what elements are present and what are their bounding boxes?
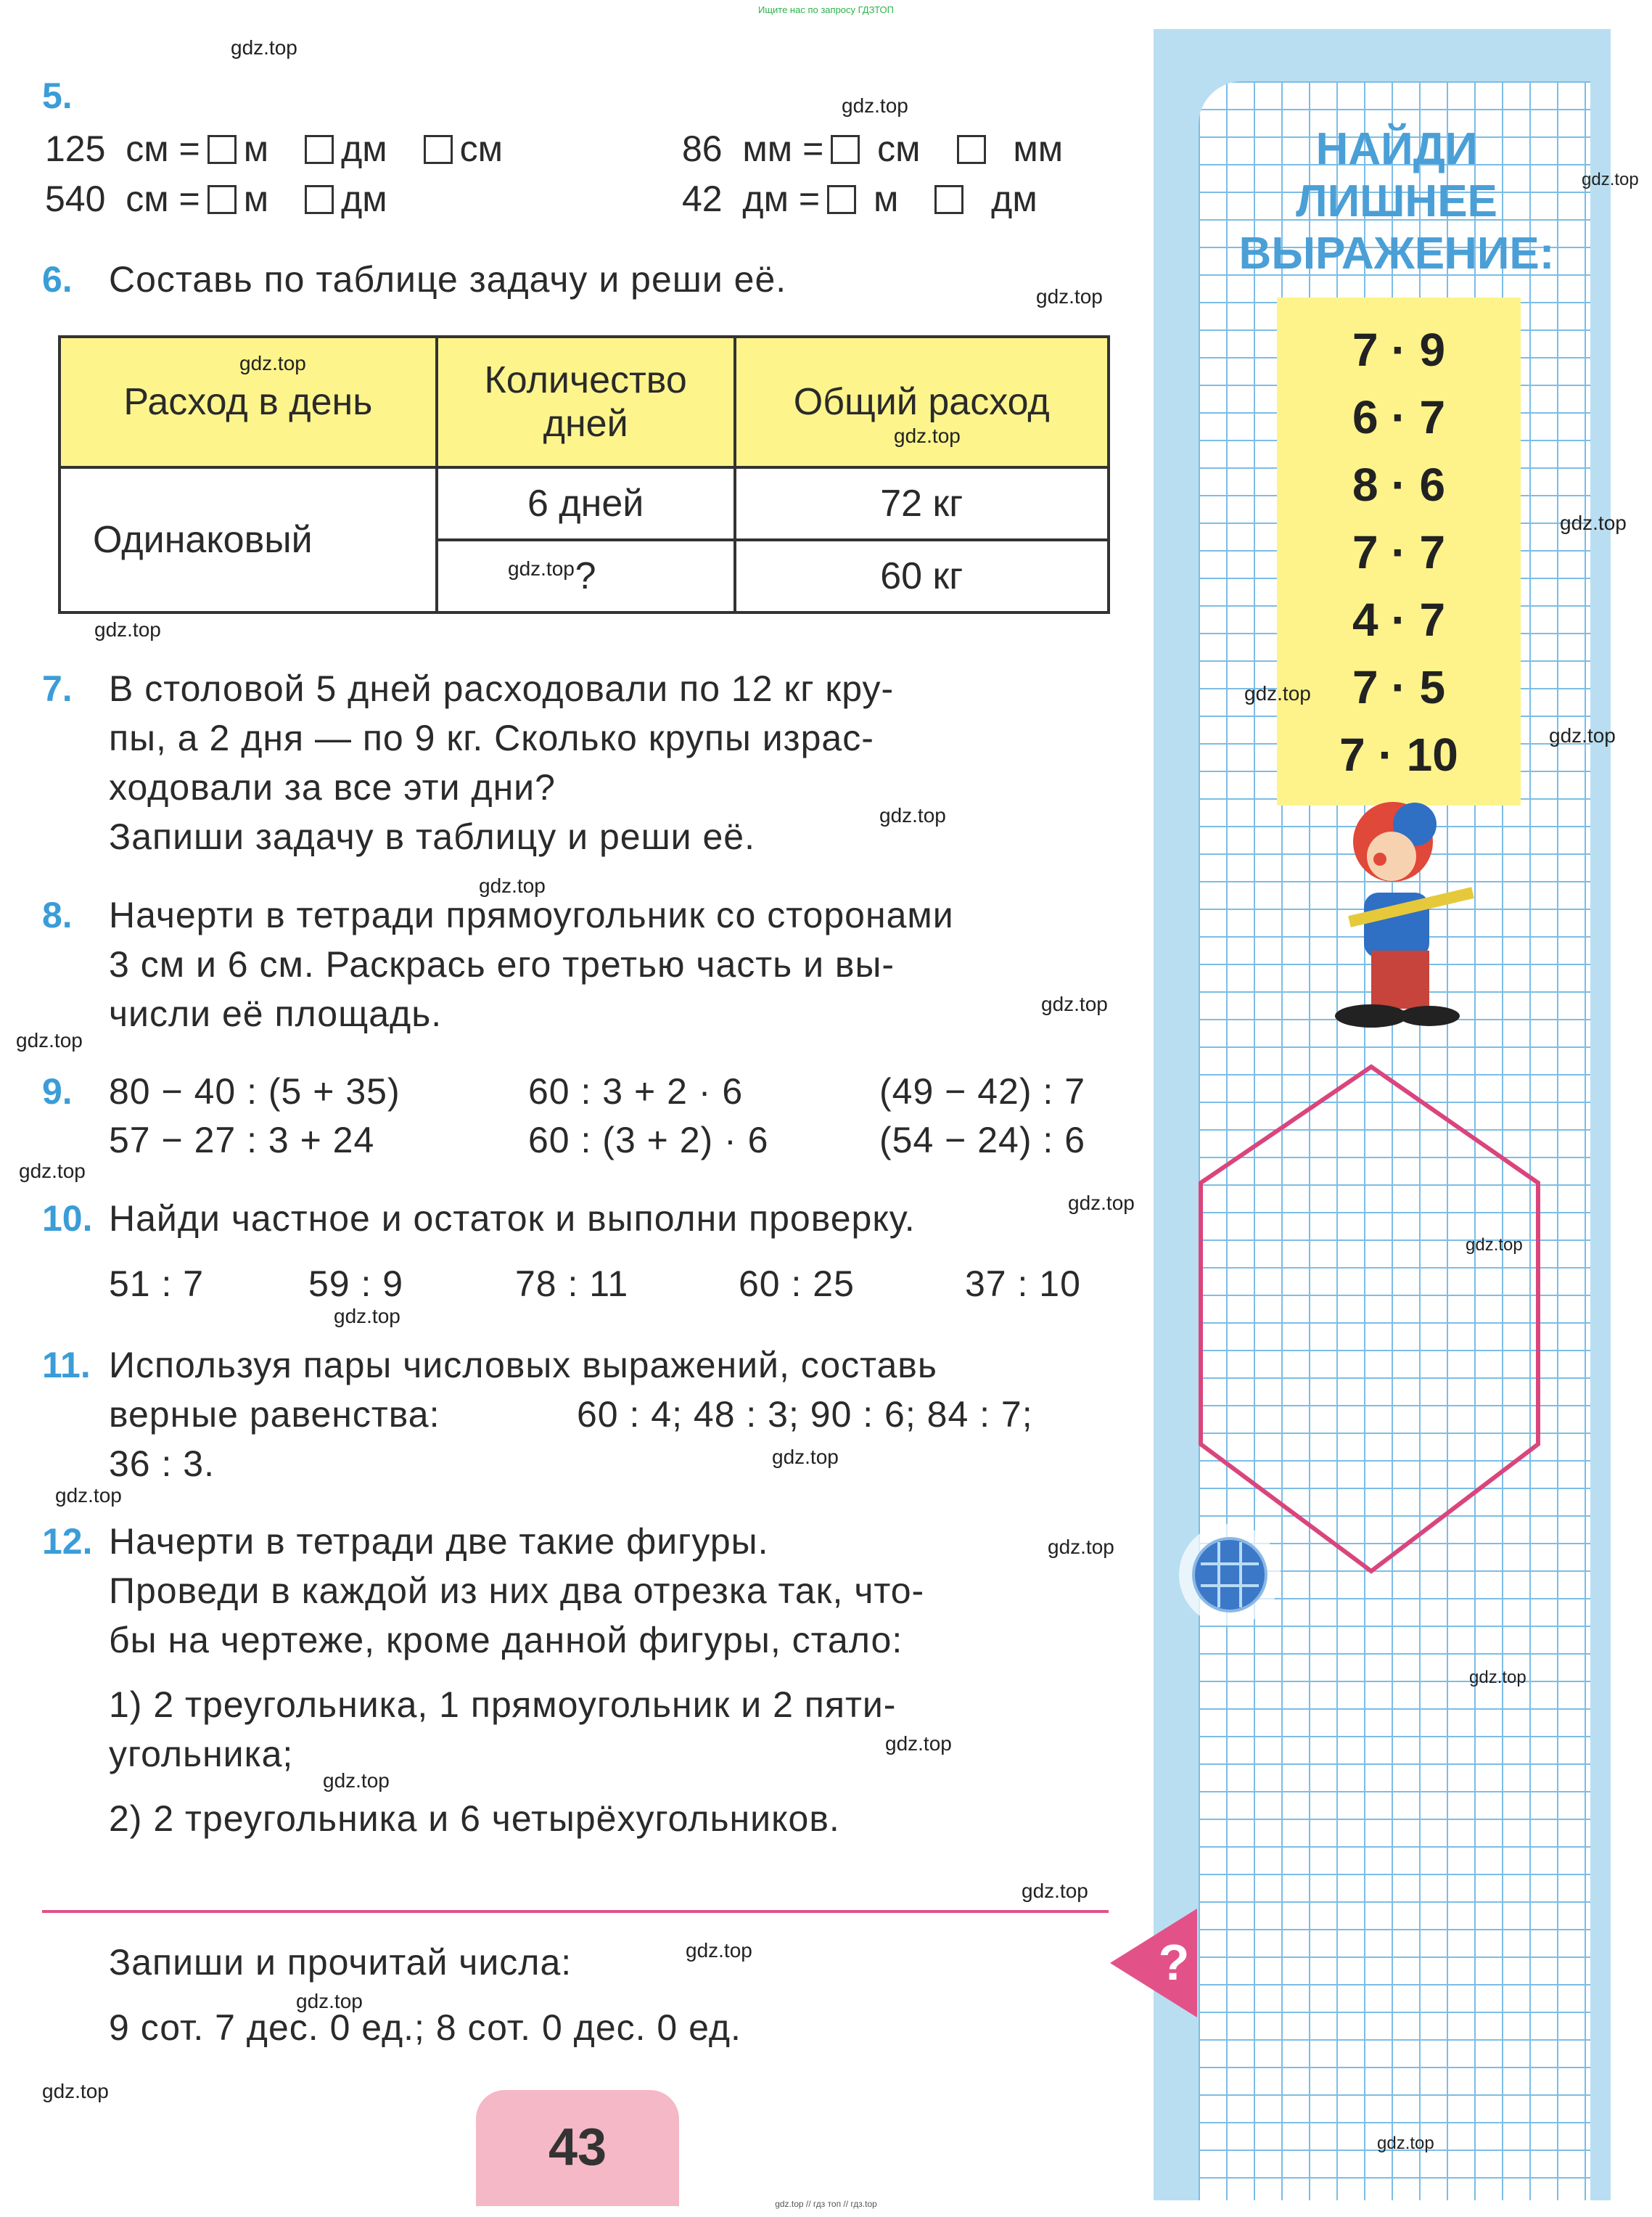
ex9-expr: 57 − 27 : 3 + 24 — [109, 1120, 375, 1160]
title-line-2: ЛИШНЕЕ — [1296, 176, 1497, 226]
sidebar-title — [1233, 123, 1560, 280]
page-number: 43 — [548, 2118, 607, 2176]
watermark: gdz.top — [1560, 512, 1627, 534]
exercise-number: 10. — [42, 1198, 93, 1239]
exercise-number: 11. — [42, 1345, 91, 1385]
watermark: gdz.top — [19, 1160, 86, 1182]
ex7-line: В столовой 5 дней расходовали по 12 кг кру- — [109, 668, 895, 709]
watermark: gdz.top — [231, 36, 297, 59]
ex10-item: 78 : 11 — [515, 1263, 629, 1304]
ex10-item: 59 : 9 — [308, 1263, 404, 1304]
ex10-item: 37 : 10 — [965, 1263, 1081, 1304]
ex11-line: верные равенства: — [109, 1394, 440, 1435]
grid-globe-icon — [1175, 1520, 1284, 1629]
ex12-line: 2) 2 треугольника и 6 четырёхугольников. — [109, 1798, 840, 1839]
svg-text:?: ? — [1158, 1934, 1190, 1991]
expression: 6 · 7 — [1352, 391, 1446, 443]
exercise-number: 5. — [42, 75, 73, 116]
watermark: gdz.top — [894, 425, 961, 447]
clown-illustration — [1306, 798, 1495, 1045]
bottom-task-line: 9 сот. 7 дес. 0 ед.; 8 сот. 0 дес. 0 ед. — [109, 2007, 741, 2048]
watermark: gdz.top — [323, 1769, 390, 1792]
ex8-line: Начерти в тетради прямоугольник со сторонами — [109, 895, 954, 935]
watermark: gdz.top — [686, 1939, 752, 1962]
table-header: Общий расход — [735, 337, 1109, 467]
ex12-line: Проведи в каждой из них два отрезка так, что- — [109, 1570, 925, 1611]
divider — [42, 1910, 1109, 1913]
ex11-line: 36 : 3. — [109, 1443, 215, 1484]
watermark: gdz.top — [1377, 2134, 1434, 2153]
watermark: gdz.top — [55, 1484, 122, 1507]
ex7-line: пы, а 2 дня — по 9 кг. Сколько крупы израс- — [109, 718, 874, 758]
exercise-number: 8. — [42, 895, 73, 935]
bottom-task-line: Запиши и прочитай числа: — [109, 1942, 572, 1983]
watermark: gdz.top — [1048, 1536, 1114, 1558]
ex5-row2a: 540 см = м дм — [45, 179, 387, 219]
watermark: gdz.top — [1244, 682, 1311, 705]
ex12-line: угольника; — [109, 1734, 294, 1774]
hexagon-figure — [1190, 1060, 1553, 1582]
watermark: gdz.top — [1469, 1668, 1526, 1687]
watermark: gdz.top — [1068, 1192, 1135, 1214]
ex7-line: ходовали за все эти дни? — [109, 767, 556, 808]
ex11-line: Используя пары числовых выражений, составь — [109, 1345, 937, 1385]
expression: 7 · 10 — [1339, 729, 1458, 781]
bottom-banner: gdz.top // гдз топ // гдз.top — [775, 2199, 877, 2209]
ex6-table — [58, 335, 1110, 614]
ex12-line: Начерти в тетради две такие фигуры. — [109, 1521, 769, 1562]
ex9-expr: 80 − 40 : (5 + 35) — [109, 1071, 400, 1112]
watermark: gdz.top — [508, 557, 575, 580]
ex12-line: 1) 2 треугольника, 1 прямоугольник и 2 пяти- — [109, 1684, 897, 1725]
watermark: gdz.top — [1466, 1235, 1523, 1255]
exercise-number: 6. — [42, 259, 73, 300]
ex10-item: 51 : 7 — [109, 1263, 205, 1304]
table-cell: 72 кг — [735, 467, 1109, 540]
table-header: Расход в день — [59, 337, 437, 467]
title-line-3: ВЫРАЖЕНИЕ: — [1238, 229, 1555, 279]
watermark: gdz.top — [16, 1029, 83, 1052]
watermark: gdz.top — [1036, 285, 1103, 308]
watermark: gdz.top — [1549, 724, 1616, 747]
ex12-line: бы на чертеже, кроме данной фигуры, стало: — [109, 1620, 903, 1660]
watermark: gdz.top — [1041, 993, 1108, 1015]
ex5-row1b: 86 мм = см мм — [682, 128, 1064, 169]
ex9-expr: (54 − 24) : 6 — [879, 1120, 1085, 1160]
ex10-item: 60 : 25 — [739, 1263, 855, 1304]
ex7-line: Запиши задачу в таблицу и реши её. — [109, 816, 756, 857]
expression: 7 · 5 — [1352, 661, 1446, 713]
top-banner: Ищите нас по запросу ГДЗТОП — [757, 4, 894, 15]
page-number-tab — [476, 2090, 679, 2206]
watermark: gdz.top — [842, 94, 908, 117]
exercise-number: 9. — [42, 1071, 73, 1112]
table-cell: 6 дней — [437, 467, 735, 540]
watermark: gdz.top — [772, 1446, 839, 1468]
watermark: gdz.top — [42, 2080, 109, 2102]
expression: 7 · 7 — [1352, 526, 1446, 578]
ex10-text: Найди частное и остаток и выполни проверку. — [109, 1198, 916, 1239]
watermark: gdz.top — [334, 1305, 400, 1327]
expression: 8 · 6 — [1352, 459, 1446, 511]
table-cell: ? — [437, 540, 735, 612]
ex8-line: числи её площадь. — [109, 993, 443, 1034]
expressions-panel — [1277, 298, 1521, 806]
ex9-expr: 60 : 3 + 2 · 6 — [528, 1071, 744, 1112]
ex9-expr: (49 − 42) : 7 — [879, 1071, 1085, 1112]
ex8-line: 3 см и 6 см. Раскрась его третью часть и вы- — [109, 944, 895, 985]
table-header: Количество дней — [437, 337, 735, 467]
watermark: gdz.top — [879, 804, 946, 827]
ex11-line: 60 : 4; 48 : 3; 90 : 6; 84 : 7; — [577, 1394, 1033, 1435]
ex5-row1a: 125 см = м дм см — [45, 128, 504, 169]
ex5-row2b: 42 дм = м дм — [682, 179, 1037, 219]
ex6-text: Составь по таблице задачу и реши её. — [109, 259, 787, 300]
exercise-number: 12. — [42, 1521, 93, 1562]
exercise-number: 7. — [42, 668, 73, 709]
table-cell: Одинаковый — [59, 467, 437, 612]
title-line-1: НАЙДИ — [1315, 124, 1478, 174]
watermark: gdz.top — [296, 1990, 363, 2012]
expression: 4 · 7 — [1352, 594, 1446, 646]
watermark: gdz.top — [1582, 170, 1639, 189]
question-marker-icon — [1110, 1909, 1204, 2017]
watermark: gdz.top — [479, 874, 546, 897]
watermark: gdz.top — [239, 352, 306, 374]
watermark: gdz.top — [885, 1732, 952, 1755]
expression: 7 · 9 — [1352, 324, 1446, 376]
watermark: gdz.top — [94, 618, 161, 641]
ex9-expr: 60 : (3 + 2) · 6 — [528, 1120, 769, 1160]
watermark: gdz.top — [1022, 1880, 1088, 1902]
table-cell: 60 кг — [735, 540, 1109, 612]
